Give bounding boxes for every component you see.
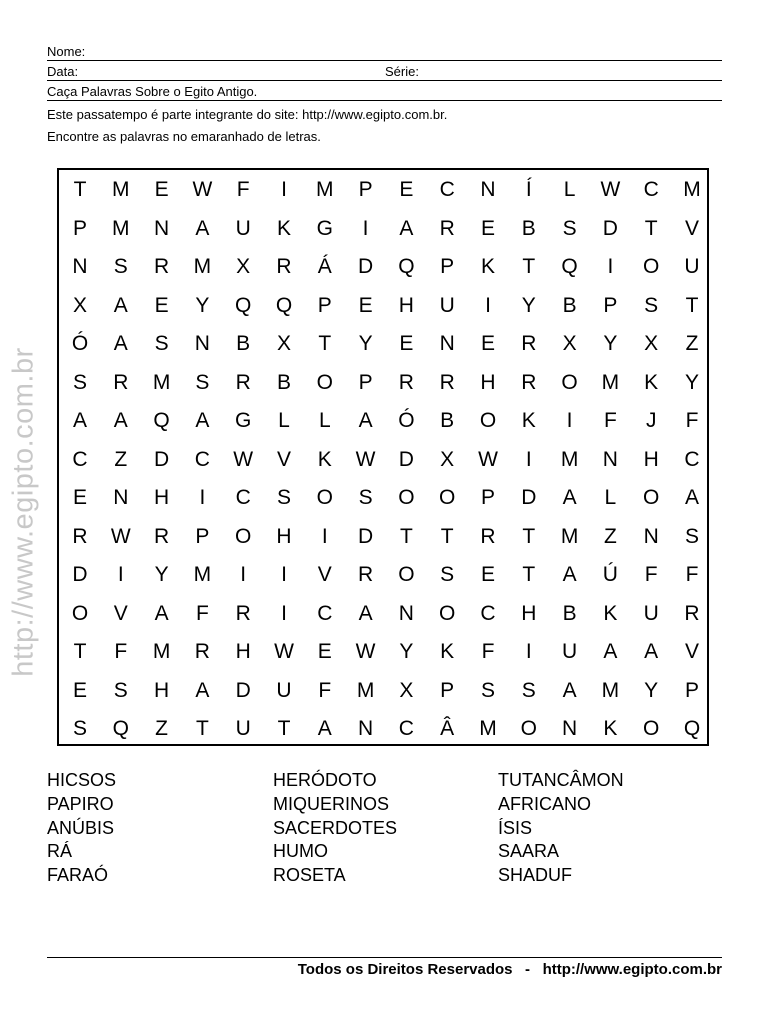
grid-letter: Y [154, 563, 169, 586]
grid-letter: I [281, 178, 287, 201]
grid-letter: A [358, 409, 373, 432]
grid-letter: T [522, 255, 536, 278]
word-item: ANÚBIS [47, 817, 115, 838]
grid-letter: H [154, 678, 170, 702]
grid-letter: A [562, 563, 577, 586]
footer-line [47, 957, 722, 958]
grid-letter: B [521, 216, 536, 240]
grid-letter: K [603, 601, 618, 625]
grid-letter: U [276, 678, 292, 702]
grid-letter: N [113, 486, 129, 509]
grid-letter: M [112, 178, 130, 201]
grid-letter: Ú [602, 563, 618, 586]
grid-letter: C [72, 447, 88, 471]
grid-letter: R [194, 640, 210, 663]
grid-letter: S [521, 678, 536, 702]
grid-letter: S [113, 678, 128, 702]
grid-letter: E [154, 293, 169, 317]
grid-letter: A [154, 601, 169, 625]
grid-letter: E [480, 216, 495, 240]
word-item: AFRICANO [498, 793, 592, 814]
grid-letter: T [277, 717, 291, 740]
grid-letter: O [439, 486, 456, 509]
grid-letter: Y [684, 370, 699, 394]
word-item: SHADUF [498, 865, 573, 886]
grid-letter: O [479, 409, 497, 432]
grid-letter: O [643, 486, 660, 509]
grid-letter: A [195, 216, 210, 240]
grid-letter: C [317, 601, 333, 625]
grid-letter: Y [521, 293, 536, 317]
grid-letter: E [399, 332, 414, 355]
grid-letter: E [480, 332, 495, 355]
grid-letter: D [72, 563, 88, 586]
grid-letter: M [683, 178, 701, 201]
grid-letter: R [154, 524, 170, 548]
grid-letter: Q [153, 409, 170, 432]
grid-letter: K [603, 717, 618, 740]
grid-letter: A [195, 409, 210, 432]
word-item: PAPIRO [47, 793, 114, 814]
grid-letter: A [195, 678, 210, 702]
grid-letter: A [684, 486, 699, 509]
grid-letter: Z [603, 524, 617, 548]
grid-letter: I [607, 255, 614, 278]
grid-letter: E [317, 640, 332, 663]
grid-letter: G [316, 216, 333, 240]
word-item: MIQUERINOS [273, 793, 390, 814]
grid-letter: I [321, 524, 328, 548]
grid-letter: R [235, 601, 251, 625]
grid-letter: I [525, 640, 532, 663]
grid-letter: R [154, 255, 170, 278]
grid-letter: I [485, 293, 491, 317]
grid-letter: C [398, 717, 414, 740]
grid-letter: U [684, 255, 700, 278]
name-label: Nome: [47, 44, 86, 59]
grid-letter: W [274, 640, 294, 663]
word-list [0, 769, 768, 889]
grid-letter: I [117, 563, 124, 586]
grid-letter: N [439, 332, 455, 355]
grid-letter: K [480, 255, 495, 278]
grid-letter: S [358, 486, 373, 509]
grid-letter: S [440, 563, 455, 586]
grid-letter: M [193, 563, 212, 586]
grid-letter: V [684, 640, 699, 663]
grid-letter: F [195, 601, 209, 625]
grid-letter: E [399, 178, 414, 201]
grid-letter: Â [440, 717, 455, 740]
grid-letter: Q [235, 293, 252, 317]
grid-letter: D [358, 255, 374, 278]
grid-letter: R [113, 370, 129, 394]
grid-letter: Z [155, 717, 168, 740]
grid-letter: M [479, 717, 497, 740]
grid-letter: B [440, 409, 455, 432]
grid-letter: S [195, 370, 210, 394]
grid-letter: Z [114, 447, 128, 471]
site-note: Este passatempo é parte integrante do site: http://www.egipto.com.br. [47, 107, 448, 122]
grid-letter: L [604, 486, 617, 509]
grid-letter: A [113, 409, 128, 432]
grid-letter: P [358, 370, 373, 394]
grid-letter: P [440, 255, 455, 278]
grid-letter: A [562, 486, 577, 509]
grid-letter: D [154, 447, 170, 471]
grid-letter: V [113, 601, 128, 625]
word-item: ROSETA [273, 865, 346, 886]
grid-letter: Z [685, 332, 699, 355]
grid-letter: N [72, 255, 88, 278]
page-title: Caça Palavras Sobre o Egito Antigo. [47, 84, 258, 99]
grid-letter: P [195, 524, 210, 548]
word-item: RÁ [47, 841, 73, 862]
grid-letter: C [684, 447, 700, 471]
grid-letter: W [355, 447, 376, 471]
grid-letter: F [318, 678, 332, 702]
grid-letter: O [561, 370, 578, 394]
grid-letter: T [522, 563, 536, 586]
grid-letter: L [563, 178, 576, 201]
grid-letter: X [440, 447, 455, 471]
grid-letter: I [281, 601, 287, 625]
grid-letter: O [316, 370, 333, 394]
grid-letter: I [199, 486, 206, 509]
grid-letter: Í [525, 178, 532, 201]
grid-letter: M [152, 370, 171, 394]
grid-letter: Q [275, 293, 293, 317]
grid-letter: Á [317, 255, 332, 278]
grid-letter: D [602, 216, 618, 240]
grid-letter: T [644, 216, 658, 240]
grid-letter: F [685, 409, 699, 432]
grid-letter: U [643, 601, 659, 625]
grid-letter: S [72, 717, 87, 740]
grid-letter: H [480, 370, 496, 394]
grid-letter: V [276, 447, 291, 471]
grid-letter: T [399, 524, 413, 548]
grid-letter: C [643, 178, 659, 201]
grid-letter: O [235, 524, 252, 548]
grid-letter: I [281, 563, 287, 586]
grid-letter: N [398, 601, 414, 625]
grid-letter: T [73, 178, 87, 201]
grid-letter: D [358, 524, 374, 548]
grid-letter: O [643, 255, 660, 278]
grid-letter: S [72, 370, 87, 394]
grid-letter: I [566, 409, 573, 432]
grid-letter: T [440, 524, 454, 548]
word-item: ÍSIS [498, 817, 533, 838]
grid-letter: I [525, 447, 532, 471]
grid-letter: F [685, 563, 699, 586]
grid-letter: L [318, 409, 331, 432]
grid-letter: X [562, 332, 577, 355]
date-label: Data: [47, 64, 79, 79]
grid-letter: V [684, 216, 699, 240]
grid-letter: C [480, 601, 496, 625]
grid-letter: O [71, 601, 89, 625]
footer-separator: - [525, 961, 531, 978]
grid-letter: F [644, 563, 658, 586]
grid-letter: X [276, 332, 291, 355]
grid-letter: E [72, 486, 87, 509]
grid-letter: S [644, 293, 659, 317]
grid-letter: P [317, 293, 332, 317]
grid-letter: A [358, 601, 373, 625]
grid-letter: R [358, 563, 374, 586]
grid-letter: W [192, 178, 213, 201]
grid-letter: Q [683, 717, 701, 740]
grid-letter: M [316, 178, 334, 201]
grid-letter: K [644, 370, 659, 394]
grid-letter: Y [644, 678, 659, 702]
grid-letter: M [152, 640, 171, 663]
grid-letter: A [72, 409, 87, 432]
grid-letter: I [362, 216, 369, 240]
grid-letter: M [112, 216, 130, 240]
grid-letter: X [399, 678, 414, 702]
grid-letter: G [235, 409, 252, 432]
grid-letter: X [236, 255, 251, 278]
grid-letter: Y [603, 332, 618, 355]
grid-letter: C [439, 178, 455, 201]
grid-letter: F [603, 409, 617, 432]
grid-letter: R [439, 216, 455, 240]
grid-letter: O [398, 486, 415, 509]
grid-letter: S [276, 486, 291, 509]
grid-letter: S [684, 524, 699, 548]
grid-letter: Y [195, 293, 210, 317]
grid-letter: O [643, 717, 660, 740]
word-item: FARAÓ [47, 865, 109, 886]
grid-letter: N [562, 717, 578, 740]
grid-letter: R [439, 370, 455, 394]
grid-letter: T [685, 293, 699, 317]
grid-letter: W [478, 447, 498, 471]
grid-letter: P [684, 678, 699, 702]
grid-letter: H [276, 524, 292, 548]
grid-letter: R [398, 370, 414, 394]
grid-letter: U [235, 216, 251, 240]
grid-letter: H [154, 486, 170, 509]
grid-letter: E [72, 678, 87, 702]
grid-letter: Q [112, 717, 129, 740]
grid-letter: A [562, 678, 577, 702]
grid-letter: O [439, 601, 456, 625]
grid-letter: Y [399, 640, 414, 663]
grid-letter: U [562, 640, 578, 663]
word-item: TUTANCÂMON [498, 770, 624, 790]
grid-letter: U [235, 717, 251, 740]
grid-letter: M [560, 447, 579, 471]
grid-letter: S [562, 216, 577, 240]
word-item: SACERDOTES [273, 817, 398, 838]
grid-letter: D [235, 678, 251, 702]
grid-letter: A [317, 717, 332, 740]
grid-letter: C [194, 447, 210, 471]
grid-letter: M [356, 678, 375, 702]
grid-letter: O [398, 563, 415, 586]
footer-rights: Todos os Direitos Reservados [297, 961, 513, 978]
grid-letter: E [154, 178, 169, 201]
word-item: HICSOS [47, 770, 117, 790]
grid-letter: M [560, 524, 579, 548]
grid-letter: A [603, 640, 618, 663]
grid-letter: P [603, 293, 618, 317]
grid-letter: R [684, 601, 700, 625]
grid-letter: Ó [71, 332, 89, 355]
grid-letter: F [481, 640, 495, 663]
grid-letter: Q [561, 255, 578, 278]
grid-letter: N [358, 717, 374, 740]
grid-letter: T [318, 332, 332, 355]
grid-letter: M [601, 678, 620, 702]
name-line [47, 60, 722, 61]
grid-letter: E [358, 293, 373, 317]
grid-letter: N [643, 524, 659, 548]
grid-letter: E [480, 563, 495, 586]
grid-letter: O [520, 717, 537, 740]
grid-letter: H [235, 640, 251, 663]
grid-letter: P [440, 678, 455, 702]
word-search-grid [57, 168, 709, 746]
grid-letter: A [113, 293, 128, 317]
grid-letter: I [240, 563, 247, 586]
grid-letter: M [193, 255, 212, 278]
watermark-text: http://www.egipto.com.br [7, 347, 40, 677]
grid-letter: S [113, 255, 128, 278]
grid-letter: T [195, 717, 209, 740]
grid-letter: J [645, 409, 657, 432]
grid-letter: A [399, 216, 414, 240]
word-item: SAARA [498, 841, 560, 862]
date-line [47, 80, 722, 81]
grid-letter: Ó [398, 409, 415, 432]
grid-letter: P [72, 216, 87, 240]
grid-letter: P [480, 486, 495, 509]
grid-letter: X [72, 293, 87, 317]
grid-letter: V [317, 563, 332, 586]
grid-letter: R [480, 524, 496, 548]
grid-letter: M [601, 370, 620, 394]
grade-label: Série: [385, 64, 419, 79]
grid-letter: S [154, 332, 169, 355]
grid-letter: N [602, 447, 618, 471]
grid-letter: N [154, 216, 170, 240]
word-item: HUMO [273, 841, 328, 862]
grid-letter: X [644, 332, 659, 355]
grid-letter: F [236, 178, 250, 201]
grid-letter: B [562, 601, 577, 625]
grid-letter: K [440, 640, 455, 663]
grid-letter: K [317, 447, 332, 471]
grid-letter: H [521, 601, 537, 625]
word-item: HERÓDOTO [273, 770, 377, 790]
grid-letter: Q [398, 255, 415, 278]
grid-letter: A [644, 640, 659, 663]
grid-letter: B [562, 293, 577, 317]
footer-url: http://www.egipto.com.br [542, 961, 722, 978]
grid-letter: H [398, 293, 414, 317]
grid-letter: R [72, 524, 88, 548]
grid-letter: U [439, 293, 455, 317]
grid-letter: D [521, 486, 537, 509]
title-line [47, 100, 722, 101]
grid-letter: K [276, 216, 291, 240]
grid-letter: A [113, 332, 128, 355]
grid-letter: R [521, 370, 537, 394]
grid-letter: P [358, 178, 373, 201]
grid-letter: T [522, 524, 536, 548]
grid-letter: N [194, 332, 210, 355]
grid-letter: R [235, 370, 251, 394]
grid-letter: H [643, 447, 659, 471]
grid-letter: O [316, 486, 333, 509]
grid-letter: T [73, 640, 87, 663]
grid-letter: F [114, 640, 128, 663]
instructions: Encontre as palavras no emaranhado de letras. [47, 129, 321, 144]
grid-letter: R [276, 255, 292, 278]
footer [298, 961, 722, 978]
grid-letter: W [233, 447, 254, 471]
grid-letter: W [110, 524, 131, 548]
grid-letter: S [480, 678, 495, 702]
grid-letter: W [600, 178, 621, 201]
grid-letter: L [278, 409, 290, 432]
grid-letter: R [521, 332, 537, 355]
grid-letter: N [480, 178, 496, 201]
grid-letter: D [398, 447, 414, 471]
grid-letter: K [521, 409, 536, 432]
grid-letter: W [355, 640, 376, 663]
grid-letter: Y [358, 332, 373, 355]
grid-letter: B [276, 370, 291, 394]
grid-letter: C [235, 486, 251, 509]
grid-letter: B [236, 332, 251, 355]
